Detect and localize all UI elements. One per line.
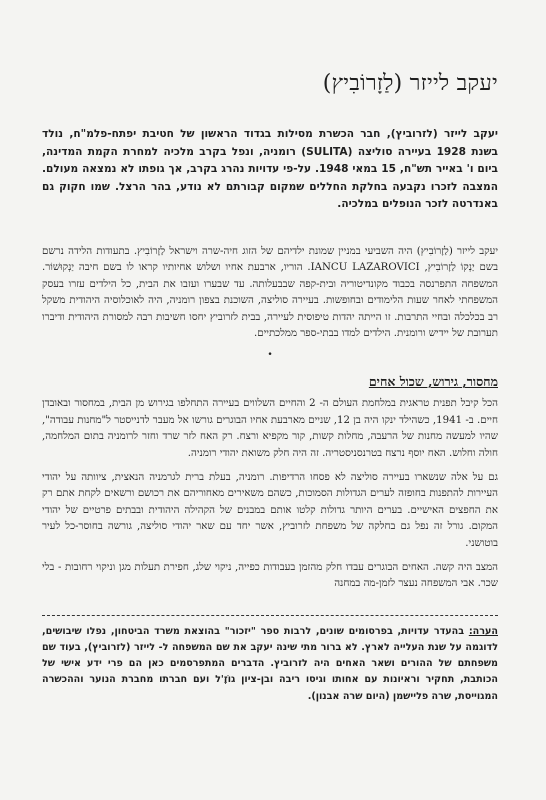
section-paragraph-3: המצב היה קשה. האחים הבוגרים עבדו חלק מהזמן בעבודות כפייה, ניקוי שלג, חפירת תעלות מגן וניקוי רחובות - בלי שכר. אבי המשפחה נעצר לזמן-מה במחנה xyxy=(42,562,498,590)
bullet-mark: • xyxy=(267,350,273,361)
page-title: יעקב לייזר (לַזָרוֹבִיץ) xyxy=(322,71,498,96)
lead-paragraph: יעקב לייזר (לזרוביץ), חבר הכשרת מסילות בגדוד הראשון של חטיבת יפתח-פלמ"ח, נולד בשנת 1928 בעיירה סוליצה (SULITA) רומניה, ונפל בקרב מלכיה למחרת הקמת המדינה, ביום ו' באייר תש"ח, 15 במאי 1948. על-פי עדויות נהרג בקרב, אך גופתו לא נמצאה מעולם. המצבה לזכרו נקבעה בחלקת החללים שמקום קבורתם לא נודע, בהר הרצל. שמו חקוק גם באנדרטה לזכר הנופלים במלכיה. xyxy=(42,128,498,211)
section-paragraph-2: גם על אלה שנשארו בעיירה סוליצה לא פסחו הרדיפות. רומניה, בעלת ברית לגרמניה הנאצית, ציוותה על יהודי העיירות להתפנות בחופזה לערים הגדולות הסמוכות, כשהם משאירים מאחוריהם את רכושם ורשאים לקחת אתם רק את החפצים האישיים. בערים היותר גדולות קלטו אותם במבנים של הקהילה היהודית ובבתים פרטיים של יהודי המקום. גורל זה נפל גם בחלקה של משפחת לזרוביץ, אשר יחד עם שאר יהודי סוליצה, גורשה בחוסר-כל לעיר בוטושני. xyxy=(42,472,498,549)
footnote-label: הערה: xyxy=(468,625,498,637)
intro-paragraph: יעקב לייזר (לַזָרוֹבִיץ) היה השביעי במניין שמונת ילדיהם של הזוג חיה-שרה וישראל לַזָרוֹבִיץ. בתעודות הלידה נרשם בשם יַנְקוֹ לַזָרוֹבִיץ, IANCU LAZAROVICI. הוריו, ארבעת אחיו ושלוש אחיותיו קראו לו בשם חיבה יַנְקוּשׁוֹר. המשפחה התפרנסה בכבוד מקונדיטוריה ובית-קפה שבבעלותה. עד שבערו ועזבו את הבית, כל הילדים עזרו בעסק המשפחתי לאחר שעות הלימודים ובחופשות. בעיירה סוליצה, השוכנת בצפון רומניה, היה לאוכלוסיה היהודית משקל רב בכלכלה ובחיי התרבות. זו הייתה יהדות טיפוסית לעיירה, בבית לזרוביץ יחסו חשיבות רבה למסורת היהודית ודיברו תערובת של יידיש ורומנית. הילדים למדו בבתי-ספר ממלכתיים. xyxy=(42,245,498,339)
footnote-divider xyxy=(42,615,498,616)
footnote xyxy=(42,624,498,705)
section-heading: מחסור, גירוש, שכול אחים xyxy=(368,374,498,390)
section-paragraph-1: הכל קיבל תפנית טראגית במלחמת העולם ה- 2 והחיים השלווים בעיירה התחלפו בגירוש מן הבית, במחסור ובאובדן חיים. ב- 1941, כשהילד ינקו היה בן 12, שניים מארבעת אחיו הבוגרים גורשו אל מעבר לדנייסטר ל"מחנות עבודה", שהיו למעשה מחנות של הרעבה, מחלות קשות, קור מקפיא ורצח. רק האח לזר שרד וחזר לרומניה בתום המלחמה, חולה וחלוש. האח יוסף נרצח בטרנסניסטריה. זה היה חלק משואת יהודי רומניה. xyxy=(42,398,498,459)
footnote-text: בהעדר עדויות, בפרסומים שונים, לרבות ספר "יזכור" בהוצאת משרד הביטחון, נפלו שיבושים, לדוגמה על שנת העלייה לארץ. לא ברור מתי שינה יעקב את שם המשפחה ל- לייזר (לזרוביץ), בעוד שם משפחתם של ההורים ושאר האחים היה לזרוביץ. הדברים המתפרסמים כאן הם פרי ידע אישי של הכותבת, תחקיר וראיונות עם אחותו וגיסו ריבה ובן-ציון גוֹזֶ'ל ועם חברתו מחברת הנוער וההכשרה המגוייסת, שרה פליישמן (היום שרה אבנון). xyxy=(42,625,498,702)
